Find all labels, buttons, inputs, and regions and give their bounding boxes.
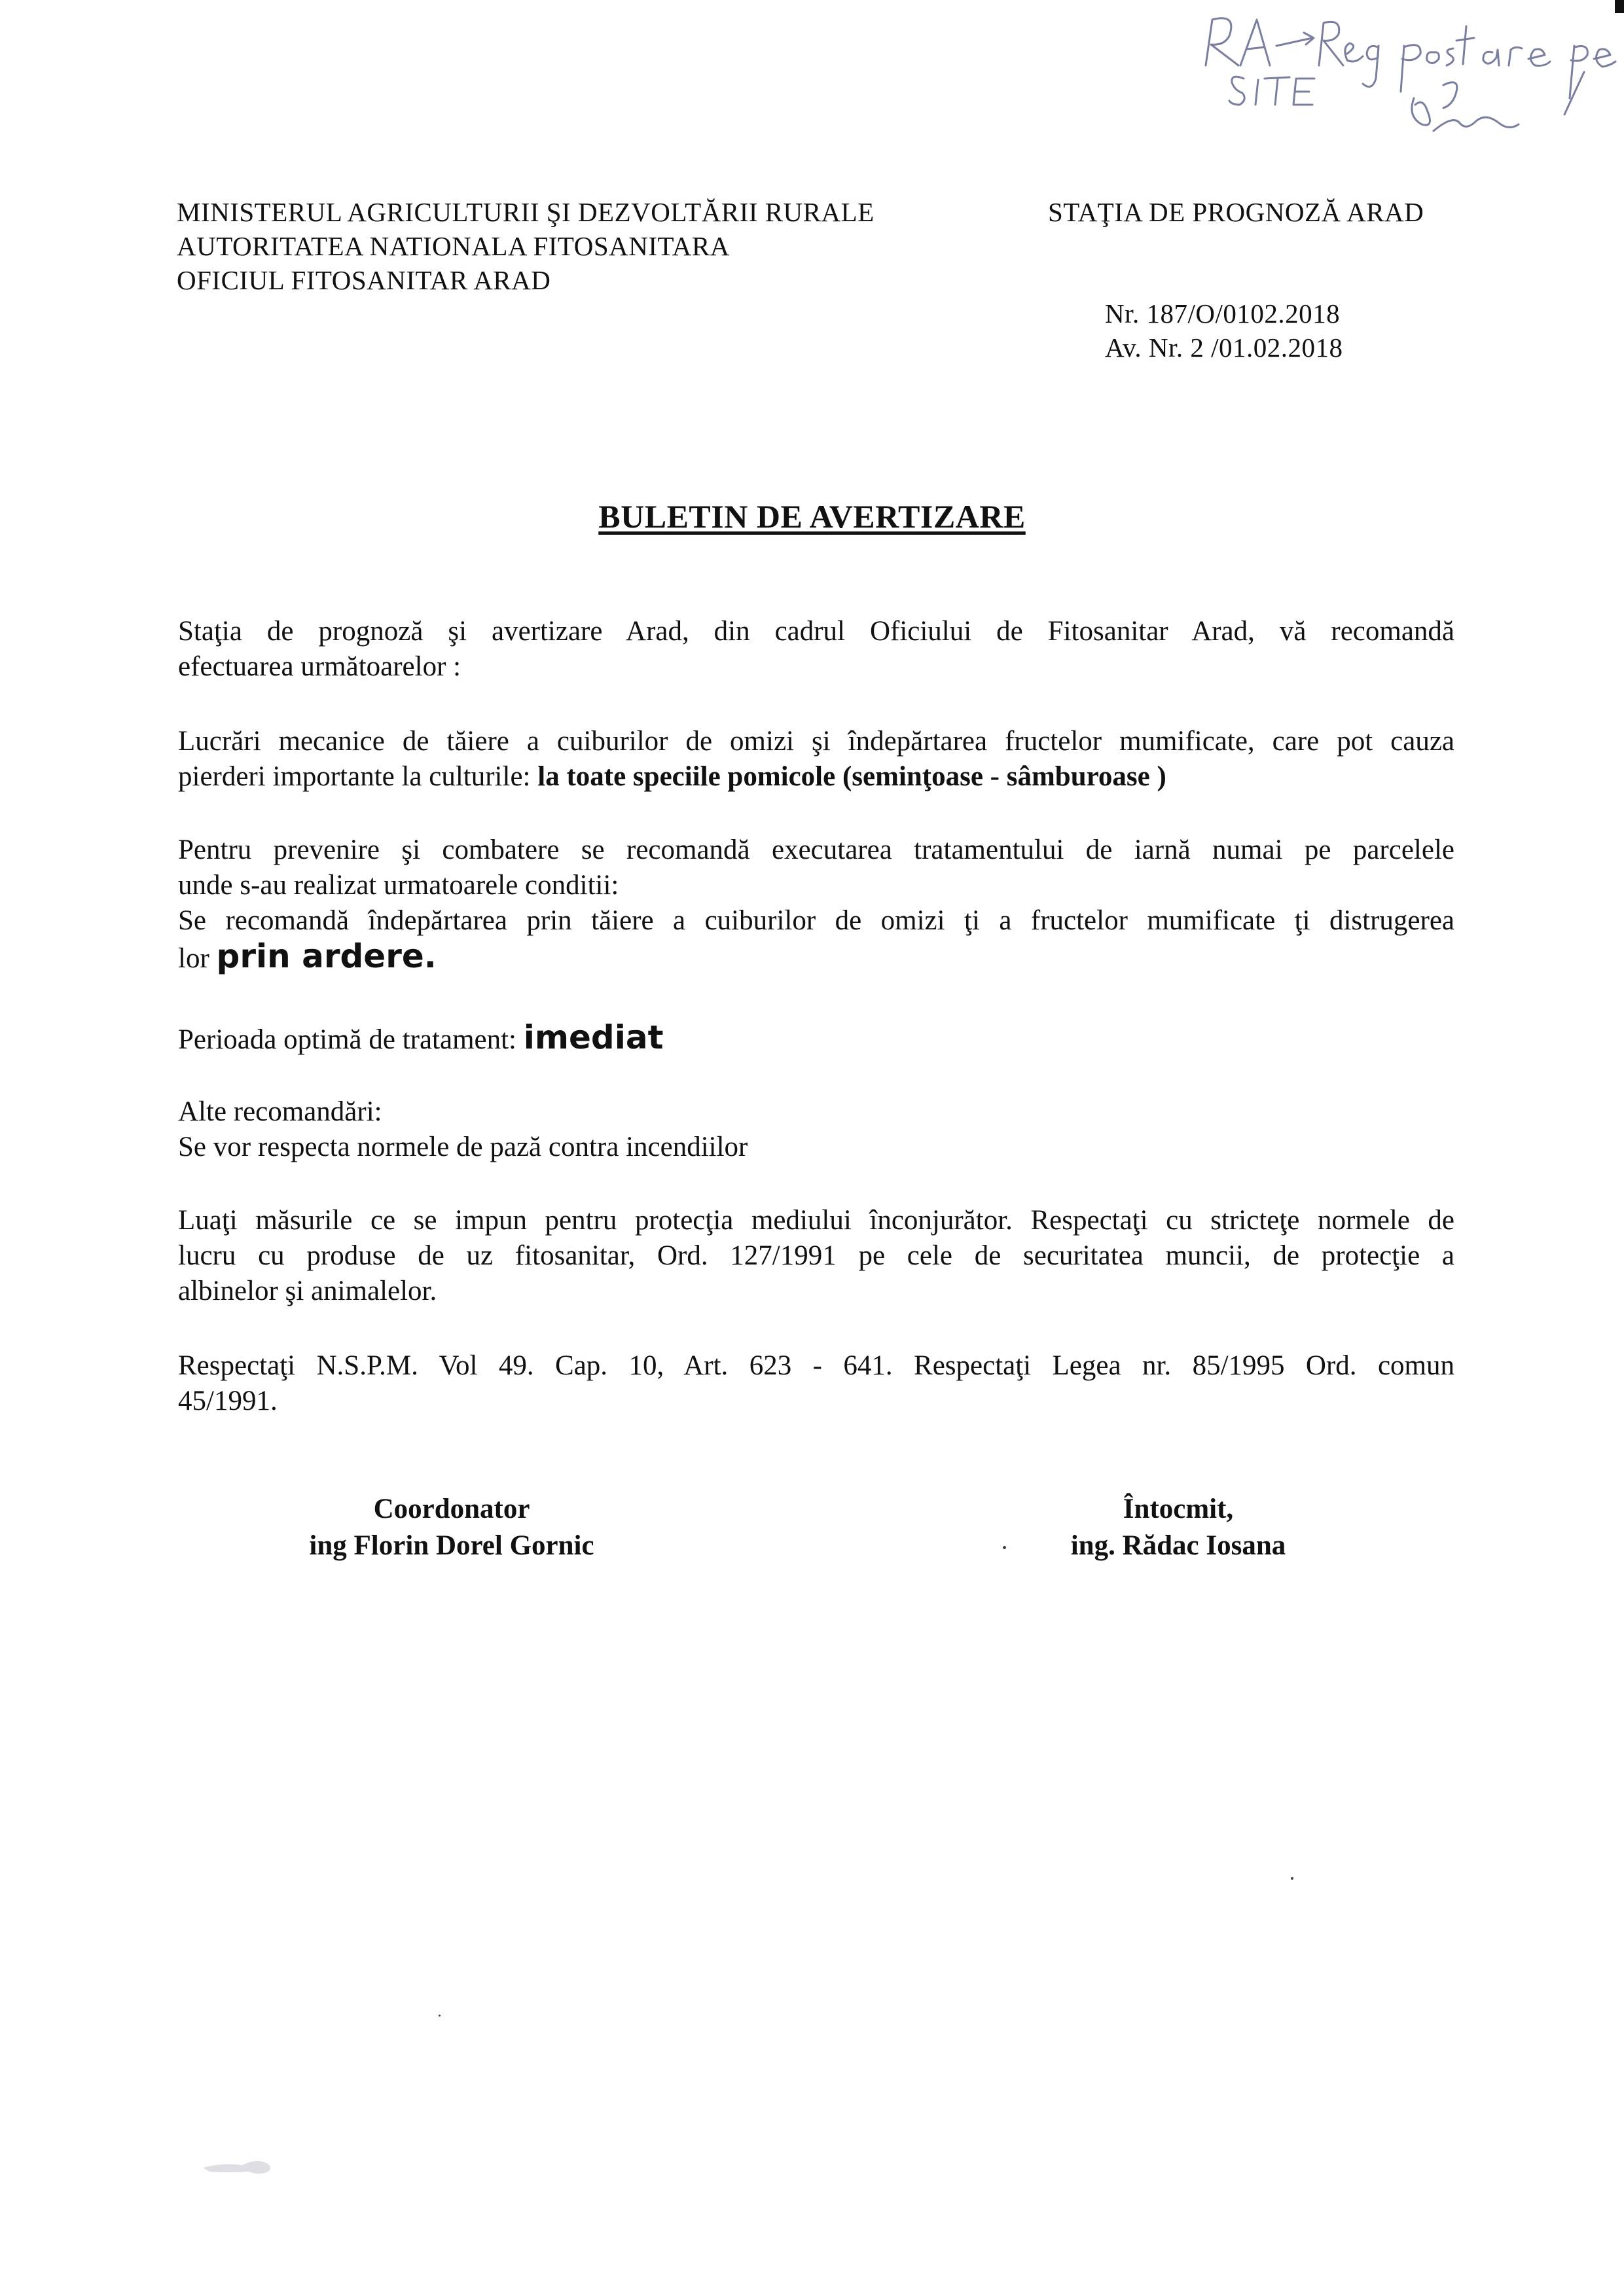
treatment-period-label: Perioada optimă de tratament: bbox=[178, 1024, 524, 1055]
prevention-line-2: unde s-au realizat urmatoarele conditii: bbox=[178, 870, 619, 901]
mechanical-works-paragraph bbox=[178, 724, 1454, 795]
author-name: ing. Rădac Iosana bbox=[1070, 1530, 1286, 1561]
affected-crops-value: la toate speciile pomicole (seminţoase - sâmburoase ) bbox=[537, 761, 1166, 792]
registration-number: Nr. 187/O/0102.2018 bbox=[1105, 298, 1341, 329]
reference-numbers bbox=[1105, 296, 1343, 365]
coordinator-name: ing Florin Dorel Gornic bbox=[309, 1530, 594, 1561]
scan-speck bbox=[1291, 1877, 1293, 1880]
station-name: STAŢIA DE PROGNOZĂ ARAD bbox=[1048, 197, 1424, 227]
coordinator-signature-block bbox=[249, 1491, 655, 1564]
scan-smudge bbox=[196, 2153, 288, 2179]
authority-name: AUTORITATEA NATIONALA FITOSANITARA bbox=[177, 231, 730, 261]
regulations-line-1: Respectaţi N.S.P.M. Vol 49. Cap. 10, Art. 623 - 641. Respectaţi Legea nr. 85/1995 Ord. comun bbox=[178, 1350, 1454, 1381]
coordinator-role: Coordonator bbox=[373, 1494, 530, 1524]
intro-paragraph bbox=[178, 614, 1454, 685]
regulations-line-2: 45/1991. bbox=[178, 1386, 278, 1416]
mechanical-works-line-2 bbox=[178, 759, 1454, 795]
prevention-line-3: Se recomandă îndepărtarea prin tăiere a cuiburilor de omizi ţi a fructelor mumificate ţi distrugerea bbox=[178, 905, 1454, 936]
other-recommendations bbox=[178, 1094, 1454, 1165]
handwritten-annotation bbox=[1178, 0, 1624, 151]
intro-line-1: Staţia de prognoză şi avertizare Arad, din cadrul Oficiului de Fitosanitar Arad, vă recomandă bbox=[178, 616, 1454, 647]
prevention-paragraph bbox=[178, 833, 1454, 977]
warning-number: Av. Nr. 2 /01.02.2018 bbox=[1105, 332, 1343, 363]
environment-line-3: albinelor şi animalelor. bbox=[178, 1276, 437, 1306]
prevention-line-4 bbox=[178, 939, 1454, 977]
intro-line-2: efectuarea următoarelor : bbox=[178, 651, 461, 682]
treatment-period-line bbox=[178, 1020, 1454, 1058]
mechanical-works-line-1: Lucrări mecanice de tăiere a cuiburilor de omizi şi îndepărtarea fructelor mumificate, care pot cauza bbox=[178, 726, 1454, 757]
environment-protection-paragraph bbox=[178, 1203, 1454, 1309]
regulations-paragraph bbox=[178, 1348, 1454, 1419]
ministry-name: MINISTERUL AGRICULTURII ŞI DEZVOLTĂRII RURALE bbox=[177, 197, 875, 227]
other-recommendations-heading: Alte recomandări: bbox=[178, 1096, 382, 1127]
treatment-period-value: imediat bbox=[523, 1018, 664, 1056]
burning-method: prin ardere. bbox=[216, 937, 437, 975]
treatment-period-paragraph bbox=[178, 1020, 1454, 1058]
prevention-line-4-text: lor bbox=[178, 943, 217, 974]
author-role: Întocmit, bbox=[1123, 1494, 1234, 1524]
environment-line-2: lucru cu produse de uz fitosanitar, Ord. 127/1991 pe cele de securitatea muncii, de protecţie a bbox=[178, 1240, 1454, 1271]
scan-speck bbox=[1003, 1546, 1006, 1549]
prevention-line-1: Pentru prevenire şi combatere se recomandă executarea tratamentului de iarnă numai pe parcelele bbox=[178, 834, 1454, 865]
fire-safety-note: Se vor respecta normele de pază contra incendiilor bbox=[178, 1132, 748, 1162]
affected-crops-label: pierderi importante la culturile: bbox=[178, 761, 538, 792]
scan-speck bbox=[439, 2015, 441, 2017]
author-signature-block bbox=[1021, 1491, 1335, 1564]
environment-line-1: Luaţi măsurile ce se impun pentru protecţia mediului înconjurător. Respectaţi cu stricteţe normele de bbox=[178, 1205, 1454, 1236]
document-title: BULETIN DE AVERTIZARE bbox=[598, 498, 1026, 535]
office-name: OFICIUL FITOSANITAR ARAD bbox=[177, 265, 551, 295]
institution-header bbox=[177, 195, 875, 297]
